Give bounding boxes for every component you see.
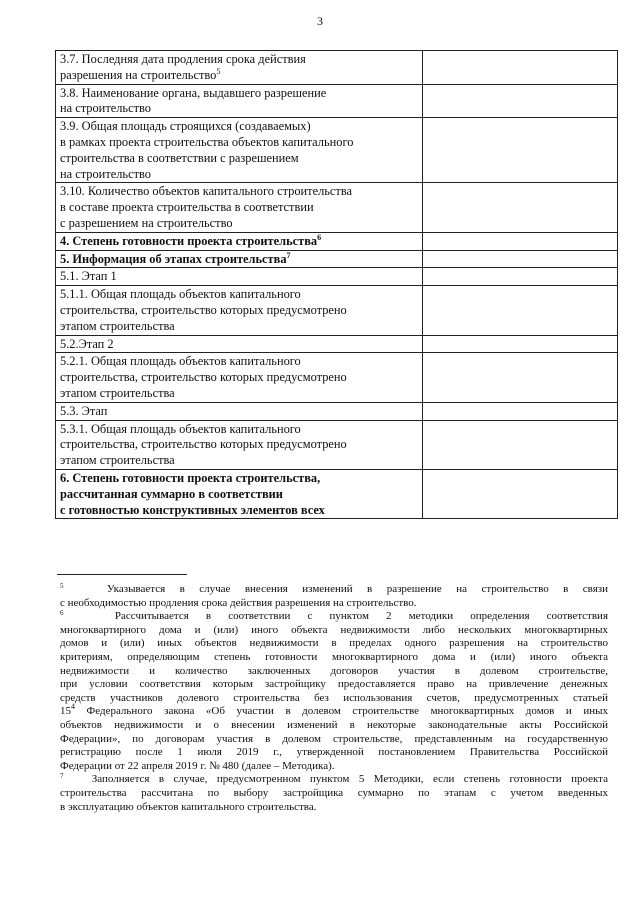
table-row [56,183,618,232]
row-label [56,335,423,353]
footnote-line [60,624,608,638]
footnote-text: Указывается в случае внесения изменений в разрешение на строительство в связи [106,583,608,595]
row-label-line: 3.10. Количество объектов капитального строительства [60,184,353,199]
table-row [56,353,618,402]
footnote-text: объектов недвижимости и о внесении изменений в некоторые законодательные акты Российской [60,718,608,731]
row-value[interactable] [423,118,618,183]
footnote-text: средств участников долевого строительства без использования счетов, предусмотренных статьей [60,691,608,704]
row-label [56,420,423,469]
row-label-line: строительства, строительство которых предусмотрено [60,370,347,385]
footnote-text: Рассчитывается в соответствии с пунктом 2 методики определения соответствия [114,610,608,623]
row-label-line: 4. Степень готовности проекта строительства$^6$ [60,232,322,248]
row-label-line: 3.7. Последняя дата продления срока действия [60,52,306,66]
row-label-line: разрешения на строительство$^5$ [60,66,221,82]
row-label-line: 5. Информация об этапах строительства$^7$ [60,250,291,266]
row-label-line: на строительство [60,166,151,181]
footnote-text: Федерации», по договорам участия в долевом строительстве, представленным на государственную [60,732,608,745]
row-label [56,353,423,402]
footnote-ref: 7 [286,250,291,260]
table-row [56,469,618,518]
table-row [56,268,618,286]
project-info-table [55,50,618,519]
row-label-line: 5.2.Этап 2 [60,336,114,351]
footnote-text: в эксплуатацию объектов капитального строительства. [60,800,317,813]
row-label [56,183,423,232]
row-value[interactable] [423,335,618,353]
footnote-line [60,746,608,760]
row-label-line: этапом строительства [60,318,175,333]
row-value[interactable] [423,183,618,232]
footnote-6 [60,610,608,773]
row-value[interactable] [423,420,618,469]
footnote-text: Заполняется в случае, предусмотренном пунктом 5 Методики, если степень готовности проекта [91,773,609,786]
table-row [56,118,618,183]
row-value[interactable] [423,402,618,420]
row-label-line: 5.3.1. Общая площадь объектов капитального [60,421,301,436]
row-value[interactable] [423,232,618,250]
footnote-text: при условии соответствия которым застройщику предоставляется право на привлечение денежных [60,678,608,691]
footnote-line [60,773,608,787]
row-value[interactable] [423,469,618,518]
footnote-number [60,610,64,622]
footnote-line [60,610,608,624]
footnote-ref: 6 [317,232,322,242]
row-value[interactable] [423,268,618,286]
footnote-line [60,583,608,597]
row-label-line: в составе проекта строительства в соответствии [60,200,314,215]
row-label-line: строительства, строительство которых предусмотрено [60,437,347,452]
table-row [56,250,618,268]
footnote-line [60,637,608,651]
row-label-line: 5.1.1. Общая площадь объектов капитального [60,287,301,302]
footnote-line: $15^4$ Федерального закона «Об участии в долевом строительстве многоквартирных домов и иных [60,702,608,718]
footnote-text: Федерации от 22 апреля 2019 г. № 480 (далее – Методика). [60,759,335,772]
row-label-line: строительства в соответствии с разрешением [60,150,299,165]
row-label [56,250,423,268]
row-label-line: этапом строительства [60,385,175,400]
footnote-line [60,678,608,692]
table-row [56,232,618,250]
row-label [56,469,423,518]
row-label-line: 5.1. Этап 1 [60,269,117,284]
footnote-text: критериям, определяющим степень готовности многоквартирного дома и (или) иного объекта [60,650,608,663]
row-label [56,118,423,183]
row-label-line: в рамках проекта строительства объектов капитального [60,134,354,149]
row-value[interactable] [423,250,618,268]
row-label [56,232,423,250]
footnote-text: регистрацию после 1 июля 2019 г., утвержденной постановлением Правительства Российской [60,746,608,759]
footnote-line [60,787,608,801]
row-label-line: с разрешением на строительство [60,215,233,230]
footnote-line [60,692,608,706]
page-number: 3 [317,14,323,28]
footnote-line [60,651,608,665]
footnote-line [60,760,608,774]
footnote-text: недвижимости и количество заключенных договоров участия в долевом строительстве, [60,664,608,677]
footnote-text: строительства рассчитана по выбору застройщика суммарно по этапам с учетом введенных [60,786,608,799]
row-label-line: 6. Степень готовности проекта строительства, [60,470,321,485]
row-label-line: 3.8. Наименование органа, выдавшего разрешение [60,85,327,100]
footnote-divider [57,574,187,575]
table-row [56,286,618,335]
row-label-line: с готовностью конструктивных элементов всех [60,502,325,517]
table-row [56,84,618,118]
row-label [56,268,423,286]
footnote-text: с необходимостью продления срока действия разрешения на строительство. [60,596,417,609]
footnote-text: многоквартирного дома и (или) иного объекта недвижимости либо нескольких многоквартирных [60,623,608,636]
row-label [56,84,423,118]
row-label-line: 5.3. Этап [60,403,108,418]
row-label-line: рассчитанная суммарно в соответствии [60,486,283,501]
table-row [56,420,618,469]
inline-sup: 4 [71,702,75,712]
footnote-line [60,597,608,611]
row-value[interactable] [423,51,618,85]
footnote-5 [60,583,608,610]
footnote-number-sup: 7 [60,772,64,781]
footnote-7 [60,773,608,814]
footnote-number-sup: 6 [60,609,64,618]
footnote-line [60,719,608,733]
footnote-number [60,773,64,785]
row-label-line: на строительство [60,101,151,116]
table-row [56,402,618,420]
row-value[interactable] [423,286,618,335]
footnote-number-sup: 5 [60,582,64,590]
row-label-line: 3.9. Общая площадь строящихся (создаваемых) [60,119,311,134]
row-label [56,286,423,335]
footnote-line [60,665,608,679]
row-label-line: этапом строительства [60,453,175,468]
row-value[interactable] [423,353,618,402]
footnotes [60,583,608,814]
footnote-text: домов и (или) иных объектов недвижимости в пределах одного разрешения на строительство [60,637,608,650]
footnote-line [60,801,608,815]
table-row [56,51,618,85]
footnote-ref: 5 [216,66,221,76]
table-row [56,335,618,353]
row-label-line: 5.2.1. Общая площадь объектов капитального [60,354,301,369]
footnote-line [60,733,608,747]
row-label [56,51,423,85]
footnote-number [60,583,64,595]
row-label [56,402,423,420]
row-label-line: строительства, строительство которых предусмотрено [60,302,347,317]
row-value[interactable] [423,84,618,118]
